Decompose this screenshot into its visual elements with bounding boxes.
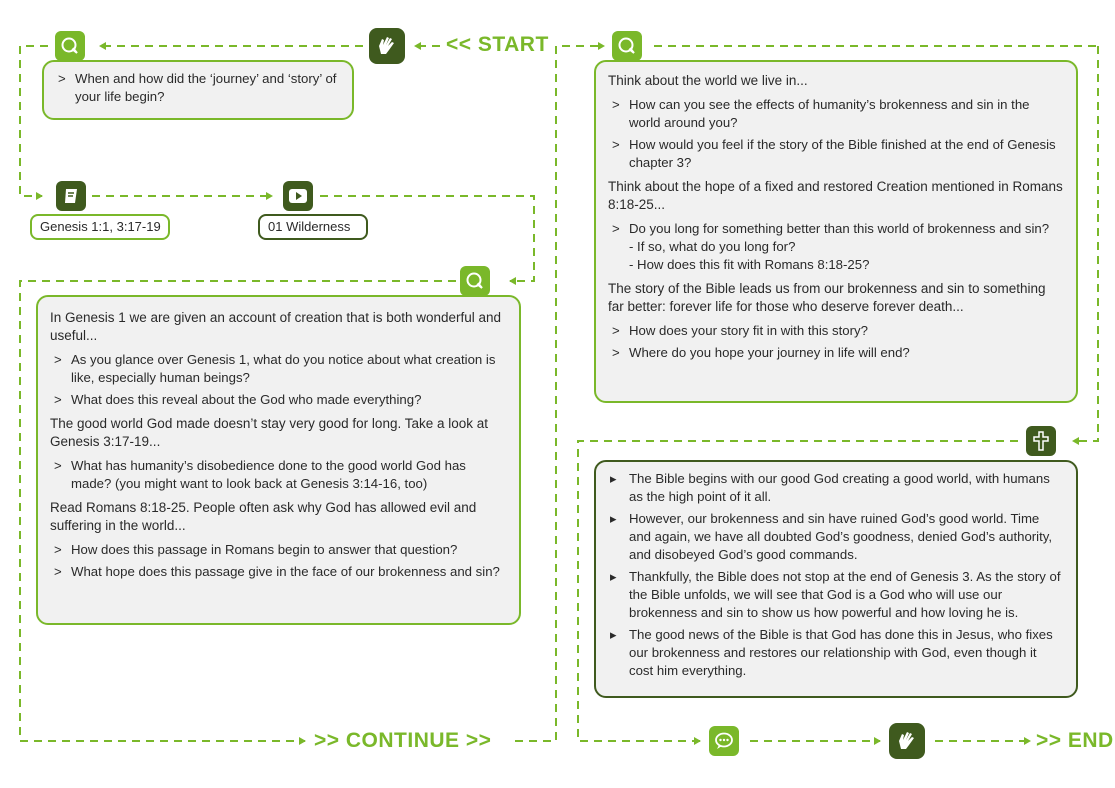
- video-link[interactable]: 01 Wilderness: [258, 214, 368, 240]
- list-item: ▸ However, our brokenness and sin have ruined God’s good world. Time and again, we have all doubted God’s goodness, denied God’s authority, and disobeyed God’s good commands.: [608, 510, 1064, 564]
- section-heading: The good world God made doesn’t stay very good for long. Take a look at Genesis 3:17-19...: [50, 416, 489, 449]
- section-heading: Think about the world we live in...: [608, 73, 808, 88]
- list-item: > How would you feel if the story of the Bible finished at the end of Genesis chapter 3?: [608, 136, 1064, 172]
- summary-box: [594, 460, 1078, 698]
- question-text: Do you long for something better than this world of brokenness and sin?: [629, 221, 1050, 236]
- end-label: >> END: [1036, 729, 1114, 752]
- question-list: [608, 220, 1064, 274]
- hands-icon: [369, 28, 405, 64]
- continue-label: >> CONTINUE >>: [314, 729, 492, 752]
- discussion-box-right: [594, 60, 1078, 403]
- list-item: > How does your story fit in with this story?: [608, 322, 1064, 340]
- list-item: > When and how did the ‘journey’ and ‘story’ of your life begin?: [54, 70, 342, 106]
- section-heading: In Genesis 1 we are given an account of creation that is both wonderful and useful...: [50, 310, 502, 343]
- summary-list: [608, 470, 1064, 680]
- list-item: ▸ Thankfully, the Bible does not stop at the end of Genesis 3. As the story of the Bible unfolds, we will see that God is a God who will use our brokenness and sin to show us how powerful and how loving he is.: [608, 568, 1064, 622]
- list-item: > What does this reveal about the God who made everything?: [50, 391, 507, 409]
- question-list: [50, 541, 507, 581]
- list-item: > What hope does this passage give in the face of our brokenness and sin?: [50, 563, 507, 581]
- list-item: ▸ The Bible begins with our good God creating a good world, with humans as the high point of it all.: [608, 470, 1064, 506]
- list-item: > How does this passage in Romans begin to answer that question?: [50, 541, 507, 559]
- question-list: [50, 457, 507, 493]
- list-item: > As you glance over Genesis 1, what do you notice about what creation is like, especially human beings?: [50, 351, 507, 387]
- discussion-box-left: [36, 295, 521, 625]
- speech-bubble-icon: [55, 31, 85, 61]
- question-list: [608, 96, 1064, 172]
- question-list: [50, 351, 507, 409]
- section-heading: Read Romans 8:18-25. People often ask why God has allowed evil and suffering in the world...: [50, 500, 477, 533]
- reading-reference[interactable]: Genesis 1:1, 3:17-19: [30, 214, 170, 240]
- list-item: > Where do you hope your journey in life will end?: [608, 344, 1064, 362]
- list-item: ▸ The good news of the Bible is that God has done this in Jesus, who fixes our brokenness and restores our relationship with God, even though it cost him everything.: [608, 626, 1064, 680]
- list-item: > What has humanity’s disobedience done to the good world God has made? (you might want to look back at Genesis 3:14-16, too): [50, 457, 507, 493]
- hands-icon: [889, 723, 925, 759]
- intro-list: [54, 70, 342, 106]
- sub-question: - If so, what do you long for?: [629, 239, 796, 254]
- play-icon: [283, 181, 313, 211]
- book-icon: [56, 181, 86, 211]
- chat-dots-icon: [709, 726, 739, 756]
- section-heading: Think about the hope of a fixed and restored Creation mentioned in Romans 8:18-25...: [608, 179, 1063, 212]
- intro-question-box: [42, 60, 354, 120]
- list-item: > How can you see the effects of humanity’s brokenness and sin in the world around you?: [608, 96, 1064, 132]
- cross-icon: [1026, 426, 1056, 456]
- list-item: [608, 220, 1064, 274]
- speech-bubble-icon: [612, 31, 642, 61]
- start-label: << START: [446, 33, 549, 56]
- speech-bubble-icon: [460, 266, 490, 296]
- sub-question: - How does this fit with Romans 8:18-25?: [629, 257, 870, 272]
- section-heading: The story of the Bible leads us from our brokenness and sin to something far better: forever life for those who deserve forever death...: [608, 281, 1046, 314]
- question-list: [608, 322, 1064, 362]
